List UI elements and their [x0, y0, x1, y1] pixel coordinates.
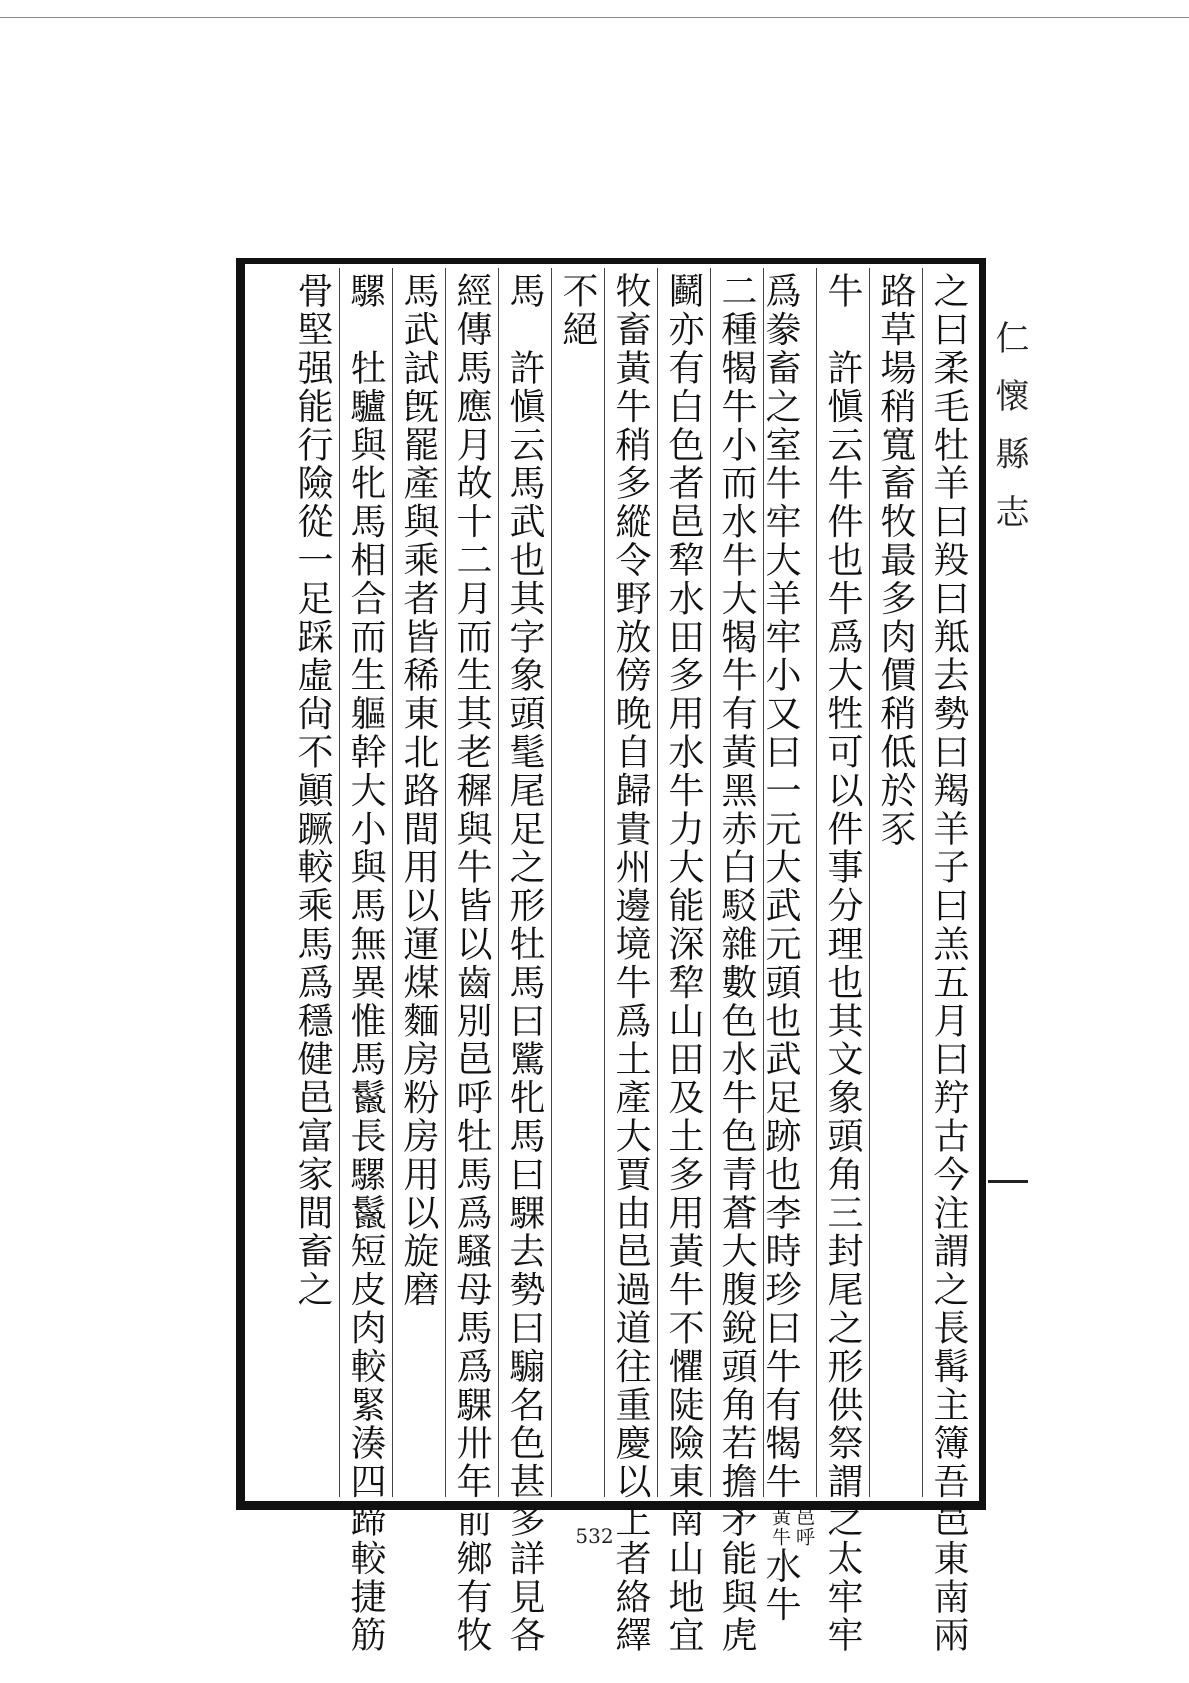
- text-column: 牛 許愼云牛件也牛爲大牲可以件事分理也其文象頭角三封尾之形供祭謂之太牢牢: [816, 268, 869, 1497]
- text-column: 騾 牡驢與牝馬相合而生軀幹大小與馬無異惟馬鬣長騾鬣短皮肉較緊湊四蹄較捷筋: [339, 268, 392, 1497]
- text-column: 經傳馬應月故十二月而生其老穉與牛皆以齒別邑呼牡馬爲騷母馬爲騍卅年前鄉有牧: [445, 268, 498, 1497]
- text-column: 二種㹇牛小而水牛大㹇牛有黃黑赤白駁雜數色水牛色青蒼大腹銳頭角若擔矛能與虎: [710, 268, 763, 1497]
- text-column: 不絕: [551, 268, 604, 1497]
- text-column: 牧畜黃牛稍多縱令野放傍晚自歸貴州邊境牛爲土產大賈由邑過道往重慶以上者絡繹: [604, 268, 657, 1497]
- text-column: 馬 許愼云馬武也其字象頭髦尾足之形牡馬曰騭牝馬曰騍去勢曰騸名色甚多詳見各: [498, 268, 551, 1497]
- text-column: 骨堅强能行險從一足踩虛尙不顚蹶較乘馬爲穩健邑富家間畜之: [292, 272, 333, 1309]
- note-line: 黃牛: [769, 1506, 791, 1547]
- note-line: 邑呼: [793, 1506, 815, 1547]
- top-rule: [0, 17, 1189, 18]
- text-column: [760, 268, 816, 1624]
- text-column: 之曰柔毛牡羊曰羖曰羝去勢曰羯羊子曰羔五月曰羜古今注謂之長髯主簿吾邑東南兩: [922, 268, 975, 1497]
- column-text: 爲豢畜之室牛牢大羊牢小又曰一元大武元頭也武足跡也李時珍曰牛有㹇牛: [760, 272, 801, 1501]
- text-column: 鬬亦有白色者邑犂水田多用水牛力大能深犂山田及土多用黃牛不懼陡險東南山地宜: [657, 268, 710, 1497]
- margin-title: 仁懷縣志: [989, 320, 1029, 552]
- column-text-after: 水牛: [760, 1546, 801, 1624]
- text-column: 馬武試旣罷產與乘者皆稀東北路間用以運煤麵房粉房用以旋磨: [392, 268, 445, 1497]
- text-column: 路草場稍寬畜牧最多肉價稍低於豕: [869, 268, 922, 1497]
- page-number: 532: [575, 1524, 614, 1548]
- margin-mark: [988, 1180, 1028, 1183]
